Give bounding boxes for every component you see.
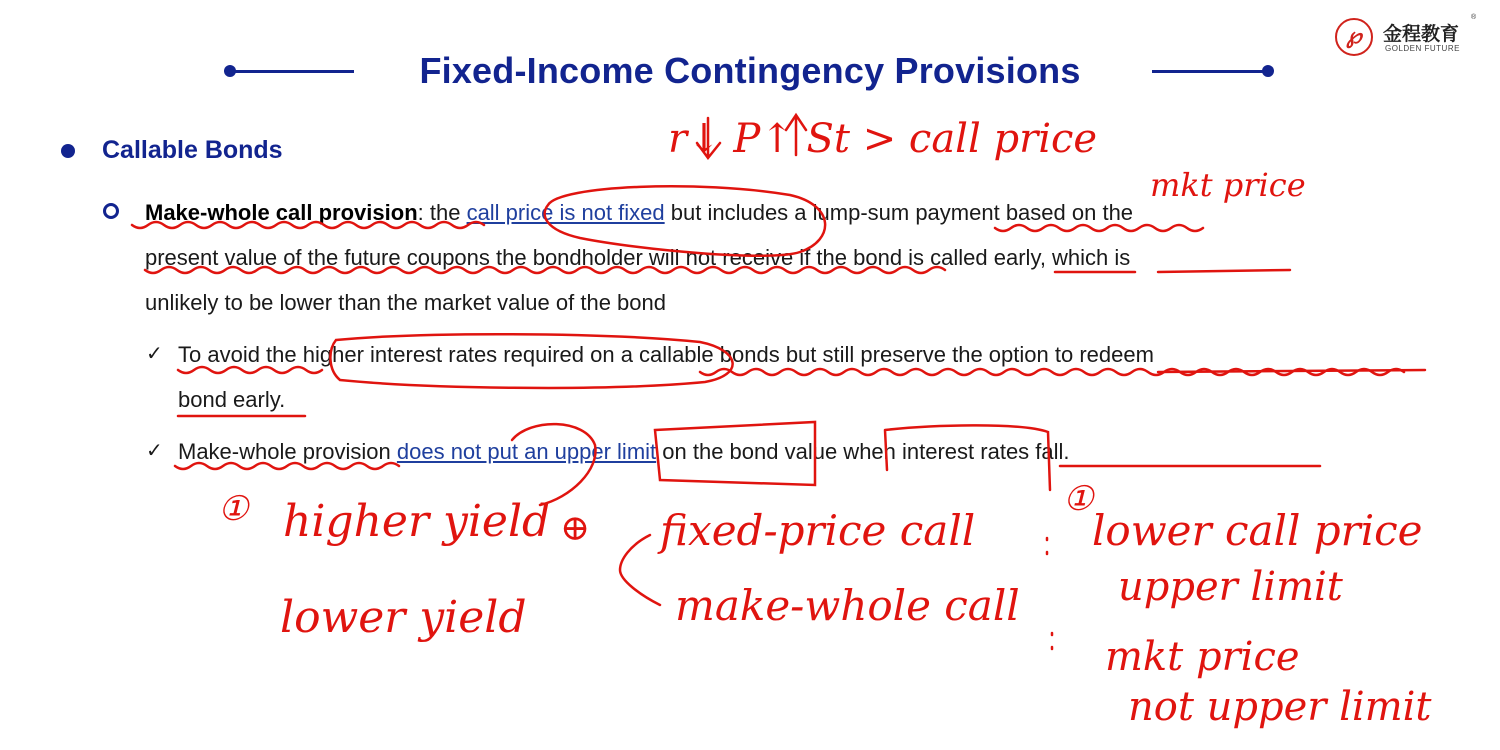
note-circle-1: ① [218, 489, 249, 529]
ink-brace [620, 535, 660, 605]
note-not-upper-limit: not upper limit [1128, 684, 1432, 730]
note-mkt-price: mkt price [1105, 634, 1300, 680]
title-right-rule [1152, 70, 1268, 73]
paragraph-line-3: unlikely to be lower than the market value of the bond [145, 290, 666, 315]
ink-arrow-up [786, 115, 806, 155]
make-whole-paragraph [145, 190, 1445, 325]
check-item-1 [178, 332, 1458, 422]
ink-arrow-down [697, 118, 720, 158]
note-lower-call-price: lower call price [1092, 506, 1423, 555]
paragraph-line-1 [145, 190, 1445, 235]
note-lower-yield: lower yield [280, 592, 527, 643]
note-fixed-price-call: fixed-price call [660, 506, 976, 555]
text-fragment: on the bond value when interest rates fall. [656, 439, 1070, 464]
check2-line [178, 429, 1458, 474]
title-right-dot [1262, 65, 1274, 77]
note-make-whole-call: make-whole call [675, 581, 1020, 630]
term-make-whole: Make-whole call provision [145, 200, 418, 225]
note-circle-2: ① [1063, 479, 1094, 519]
check-mark-icon: ✓ [146, 440, 163, 462]
logo-registered-mark: ® [1471, 14, 1477, 21]
note-mkt-price-top: mkt price [1150, 166, 1306, 204]
section-heading: Callable Bonds [102, 136, 283, 164]
bullet-dot-icon [61, 144, 75, 158]
logo-english-name: GOLDEN FUTURE [1385, 44, 1460, 53]
paragraph-line-2: present value of the future coupons the bondholder will not receive if the bond is called early, which is [145, 245, 1131, 270]
logo-seal-icon: ℘ [1335, 18, 1373, 56]
ink-colon-marks [1047, 538, 1052, 649]
text-fragment: : the [417, 200, 467, 225]
text-fragment: Make-whole provision [178, 439, 397, 464]
title-left-rule [230, 70, 354, 73]
text-fragment: but includes a lump-sum payment based on the [664, 200, 1134, 225]
title-bar [0, 48, 1500, 98]
bullet-ring-icon [103, 203, 119, 219]
check1-line-1: To avoid the higher interest rates required on a callable bonds but still preserve the option to redeem [178, 342, 1154, 367]
logo-chinese-name: 金程教育 [1383, 24, 1460, 45]
note-higher-yield: higher yield [283, 496, 551, 547]
note-upper-limit: upper limit [1118, 564, 1343, 610]
brand-logo [1333, 14, 1483, 58]
note-neq-symbol: ⊕ [560, 508, 591, 549]
check1-line-2: bond early. [178, 387, 286, 412]
check-mark-icon: ✓ [146, 343, 163, 365]
check-item-2 [178, 429, 1458, 474]
link-no-upper-limit[interactable]: does not put an upper limit [396, 439, 657, 464]
link-call-price-not-fixed[interactable]: call price is not fixed [466, 200, 665, 225]
slide-title: Fixed-Income Contingency Provisions [419, 50, 1081, 91]
note-top-formula: r↓ P↑ St > call price [668, 116, 1098, 162]
